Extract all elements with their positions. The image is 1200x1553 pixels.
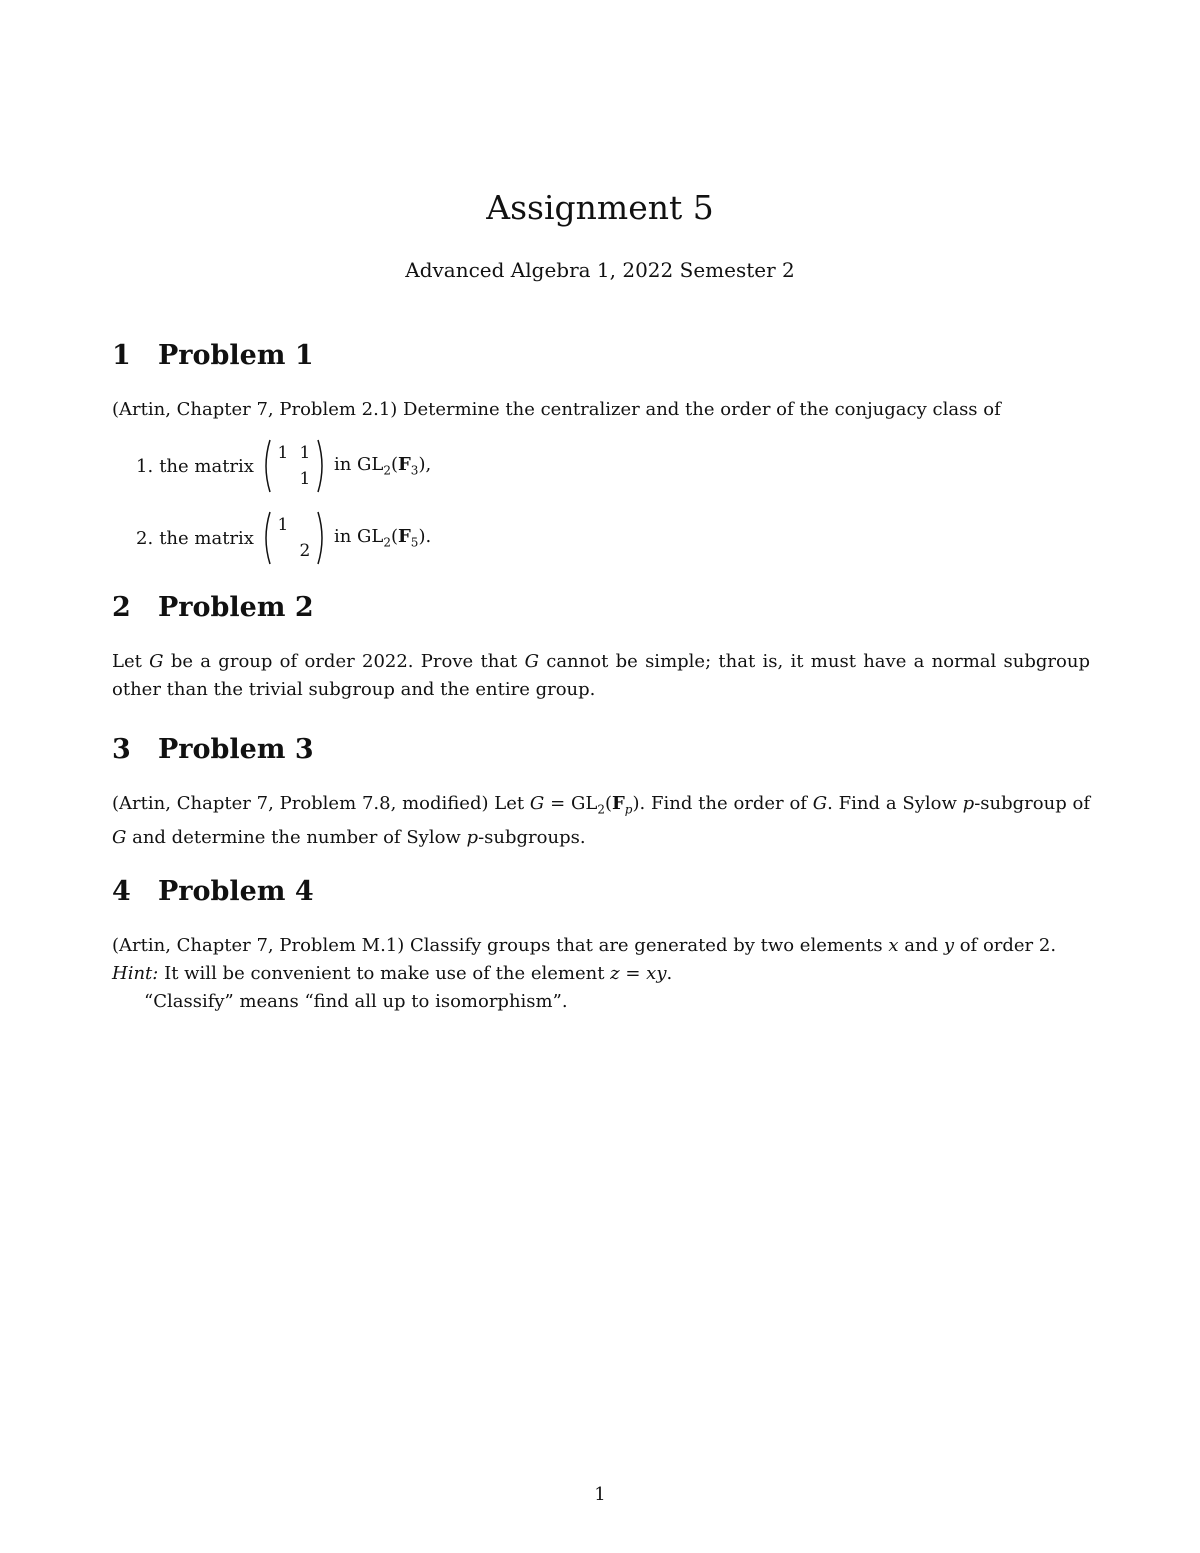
section-title: Problem 2 (158, 592, 314, 623)
item-prefix: the matrix (159, 455, 254, 477)
matrix-entry (294, 512, 316, 538)
left-paren (260, 438, 272, 494)
matrix-entry: 2 (299, 541, 311, 561)
right-paren (316, 438, 328, 494)
section-number: 4 (112, 876, 131, 907)
item-suffix: in $GL_2(F_5)$. (333, 526, 432, 550)
matrix-entry: 1 (277, 443, 289, 463)
right-paren (316, 510, 328, 566)
left-paren (260, 510, 272, 566)
section-heading-2 (112, 592, 314, 623)
section-heading-4 (112, 876, 314, 907)
section-heading-3 (112, 734, 314, 765)
problem-2-text: Let G be a group of order 2022. Prove that G cannot be simple; that is, it must have a normal subgroup other than the trivial subgroup and the entire group. (112, 651, 1090, 700)
section-title: Problem 4 (158, 876, 314, 907)
section-number: 1 (112, 340, 131, 371)
section-heading-1 (112, 340, 314, 371)
problem-3-text: (Artin, Chapter 7, Problem 7.8, modified) Let $G = GL_2(F_p)$. Find the order of G. Find a Sylow p-subgroup of G and determine the number of Sylow p-subgroups. (112, 793, 1091, 848)
document-subtitle: Advanced Algebra 1, 2022 Semester 2 (405, 258, 795, 282)
problem-1-item-1 (136, 438, 431, 494)
section-title: Problem 1 (158, 340, 314, 371)
matrix-entry (272, 466, 294, 492)
page-number: 1 (594, 1484, 606, 1505)
item-prefix: the matrix (159, 527, 254, 549)
list-number: 1. (136, 455, 154, 477)
matrix-entry: 1 (277, 515, 289, 535)
matrix (260, 438, 328, 494)
list-number: 2. (136, 527, 154, 549)
problem-4-note: “Classify” means “find all up to isomorphism”. (144, 991, 568, 1012)
item-suffix: in $GL_2(F_3)$, (333, 454, 432, 478)
matrix-entry: 1 (299, 469, 311, 489)
section-number: 3 (112, 734, 131, 765)
section-title: Problem 3 (158, 734, 314, 765)
problem-4-text: (Artin, Chapter 7, Problem M.1) Classify groups that are generated by two elements x and y of order 2. Hint: It will be convenient to make use of the element z = xy. “Classify” means “find all up to isomorphism”. (112, 935, 1057, 1012)
hint-label: Hint: (112, 963, 159, 984)
matrix (260, 510, 328, 566)
document-title: Assignment 5 (486, 188, 714, 227)
problem-1-intro: (Artin, Chapter 7, Problem 2.1) Determine the centralizer and the order of the conjugacy class of (112, 399, 1001, 420)
matrix-entry: 1 (299, 443, 311, 463)
section-number: 2 (112, 592, 131, 623)
problem-1-item-2 (136, 510, 431, 566)
matrix-entry (272, 538, 294, 564)
